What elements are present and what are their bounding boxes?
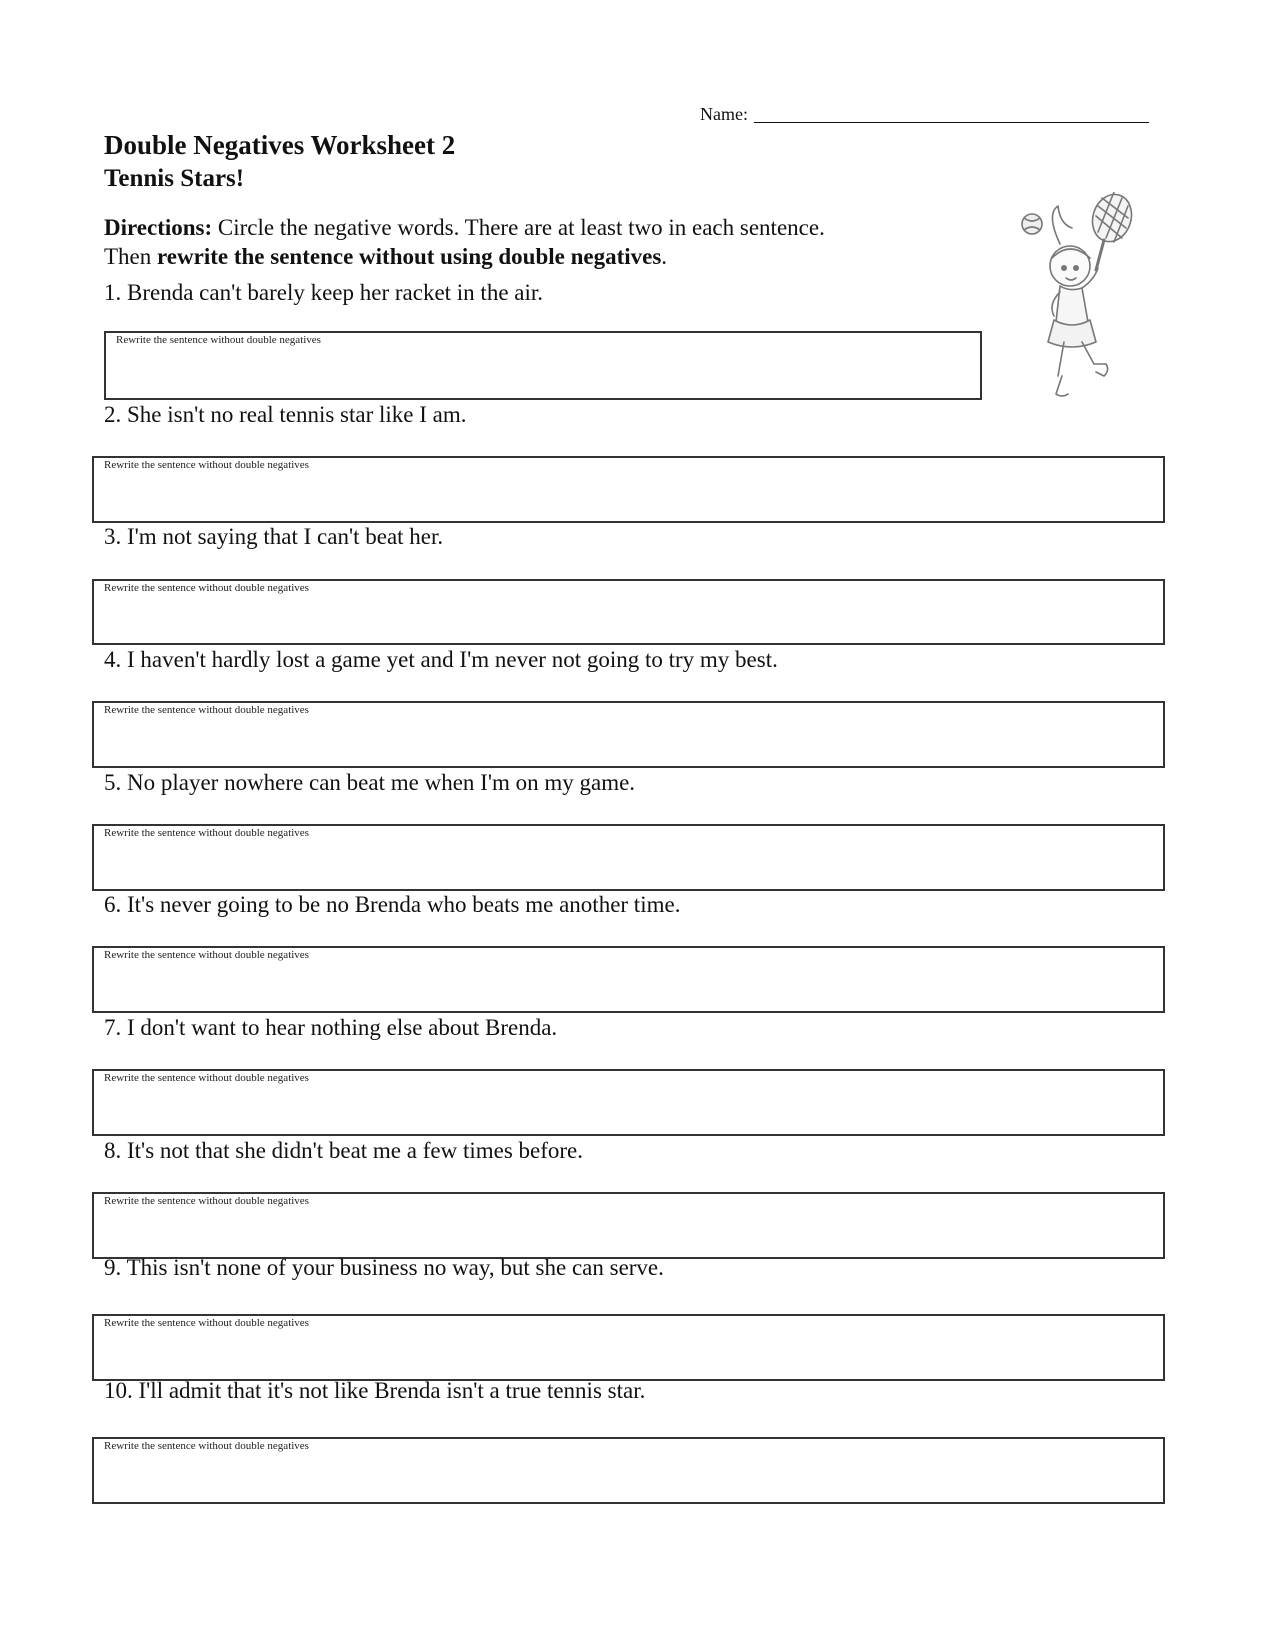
directions-text-1: Circle the negative words. There are at least two in each sentence.: [212, 215, 825, 240]
directions-label: Directions:: [104, 215, 213, 240]
answer-box[interactable]: [104, 331, 982, 400]
answer-box[interactable]: [92, 1437, 1165, 1504]
question-text: 10. I'll admit that it's not like Brenda isn't a true tennis star.: [104, 1378, 646, 1403]
question-text: 6. It's never going to be no Brenda who beats me another time.: [104, 892, 681, 917]
directions-text-2-prefix: Then: [104, 244, 158, 269]
answer-box[interactable]: [92, 946, 1165, 1013]
name-field[interactable]: [700, 104, 1149, 125]
answer-box[interactable]: [92, 701, 1165, 768]
name-underline[interactable]: [754, 106, 1149, 123]
answer-box[interactable]: [92, 579, 1165, 645]
question-text: 1. Brenda can't barely keep her racket in the air.: [104, 280, 544, 305]
answer-box[interactable]: [92, 456, 1165, 523]
directions-text-2-suffix: .: [661, 244, 668, 269]
name-label: Name:: [700, 104, 748, 124]
answer-hint: Rewrite the sentence without double negatives: [104, 827, 309, 839]
answer-hint: Rewrite the sentence without double negatives: [104, 1195, 309, 1207]
question-text: 4. I haven't hardly lost a game yet and I'm never not going to try my best.: [104, 647, 778, 672]
answer-box[interactable]: [92, 824, 1165, 891]
question-text: 5. No player nowhere can beat me when I'm on my game.: [104, 770, 636, 795]
answer-hint: Rewrite the sentence without double negatives: [116, 334, 321, 346]
question-text: 3. I'm not saying that I can't beat her.: [104, 524, 444, 549]
worksheet-subtitle: Tennis Stars!: [104, 165, 245, 192]
answer-hint: Rewrite the sentence without double negatives: [104, 582, 309, 594]
directions: [104, 213, 984, 271]
answer-hint: Rewrite the sentence without double negatives: [104, 1072, 309, 1084]
question-text: 2. She isn't no real tennis star like I am.: [104, 402, 467, 427]
answer-hint: Rewrite the sentence without double negatives: [104, 459, 309, 471]
answer-hint: Rewrite the sentence without double negatives: [104, 949, 309, 961]
question-text: 7. I don't want to hear nothing else about Brenda.: [104, 1015, 558, 1040]
answer-box[interactable]: [92, 1192, 1165, 1259]
answer-box[interactable]: [92, 1314, 1165, 1381]
answer-box[interactable]: [92, 1069, 1165, 1136]
tennis-player-girl-icon: [1012, 192, 1152, 407]
question-text: 8. It's not that she didn't beat me a few times before.: [104, 1138, 584, 1163]
answer-hint: Rewrite the sentence without double negatives: [104, 704, 309, 716]
question-text: 9. This isn't none of your business no way, but she can serve.: [104, 1255, 664, 1280]
answer-hint: Rewrite the sentence without double negatives: [104, 1317, 309, 1329]
directions-text-2-bold: rewrite the sentence without using double negatives: [157, 244, 662, 269]
answer-hint: Rewrite the sentence without double negatives: [104, 1440, 309, 1452]
worksheet-title: Double Negatives Worksheet 2: [104, 130, 456, 160]
